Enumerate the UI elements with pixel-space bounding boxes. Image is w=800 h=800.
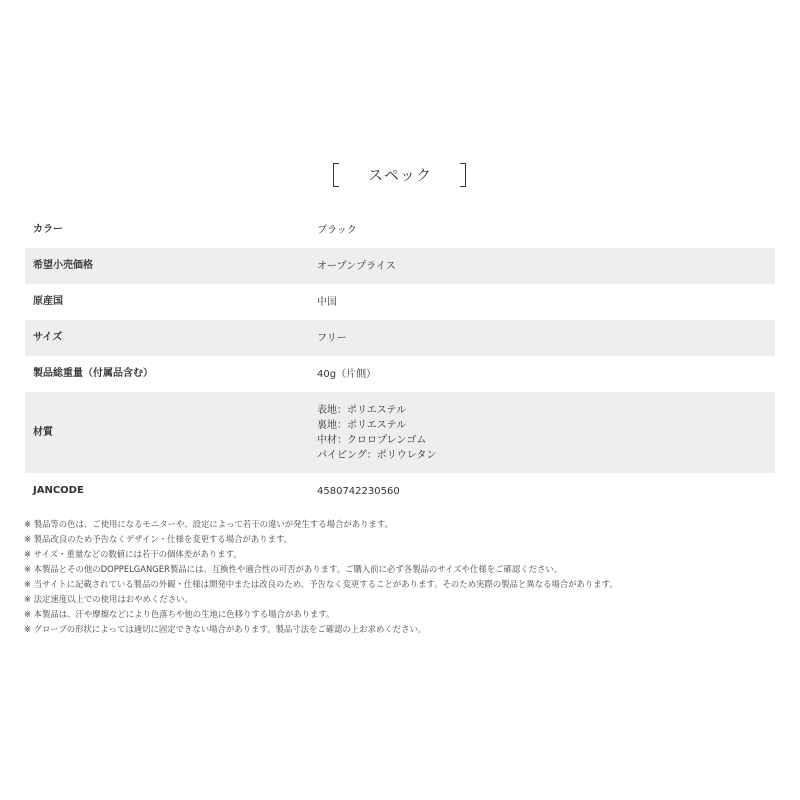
spec-value-line: ブラック [317,224,357,236]
note-item: ※ グローブの形状によっては適切に固定できない場合があります。製品寸法をご確認の上お求めください。 [24,624,427,634]
spec-label: JANCODE [33,485,84,496]
spec-row-origin [25,284,775,320]
spec-value-line: 中材：クロロプレンゴム [317,434,427,446]
spec-value [317,223,775,238]
notes-list [24,517,784,637]
right-bracket [460,163,466,187]
spec-label: 原産国 [33,296,63,307]
note-item: ※ 製品改良のため予告なくデザイン・仕様を変更する場合があります。 [24,534,293,544]
spec-value [317,367,775,382]
spec-label: カラー [33,224,63,235]
note-item: ※ 製品等の色は、ご使用になるモニターや、設定によって若干の違いが発生する場合があります。 [24,519,393,529]
spec-value [317,403,775,463]
spec-row-color [25,212,775,248]
section-title: スペック [367,166,432,184]
note-item: ※ 法定速度以上での使用はおやめください。 [24,594,193,604]
spec-table [25,212,775,509]
spec-value-line: 表地：ポリエステル [317,404,407,416]
note-item: ※ 本製品は、汗や摩擦などにより色落ちや他の生地に色移りする場合があります。 [24,609,335,619]
spec-value [317,484,775,499]
spec-label: 希望小売価格 [33,260,93,271]
spec-row-price [25,248,775,284]
spec-value-line: 4580742230560 [317,485,400,497]
spec-value [317,259,775,274]
note-item: ※ サイズ・重量などの数値には若干の個体差があります。 [24,549,242,559]
spec-row-jancode [25,473,775,509]
spec-label: 材質 [33,426,53,438]
note-item: ※ 当サイトに記載されている製品の外観・仕様は開発中または改良のため、予告なく変更することがあります。そのため実際の製品と異なる場合があります。 [24,579,618,589]
spec-value-line: 中国 [317,296,337,308]
spec-value-line: オープンプライス [317,260,396,272]
spec-value-line: 40g（片側） [317,368,377,380]
spec-row-material [25,392,775,473]
spec-row-weight [25,356,775,392]
spec-row-size [25,320,775,356]
spec-value [317,331,775,346]
spec-value-line: フリー [317,332,347,344]
section-heading [0,163,800,187]
spec-label: 製品総重量（付属品含む） [33,368,153,379]
note-item: ※ 本製品とその他のDOPPELGANGER製品には、互換性や適合性の可否があります。ご購入前に必ず各製品のサイズや仕様をご確認ください。 [24,564,563,574]
spec-value-line: パイピング：ポリウレタン [317,449,437,461]
spec-value-line: 裏地：ポリエステル [317,419,407,431]
spec-value [317,295,775,310]
spec-label: サイズ [33,332,63,343]
